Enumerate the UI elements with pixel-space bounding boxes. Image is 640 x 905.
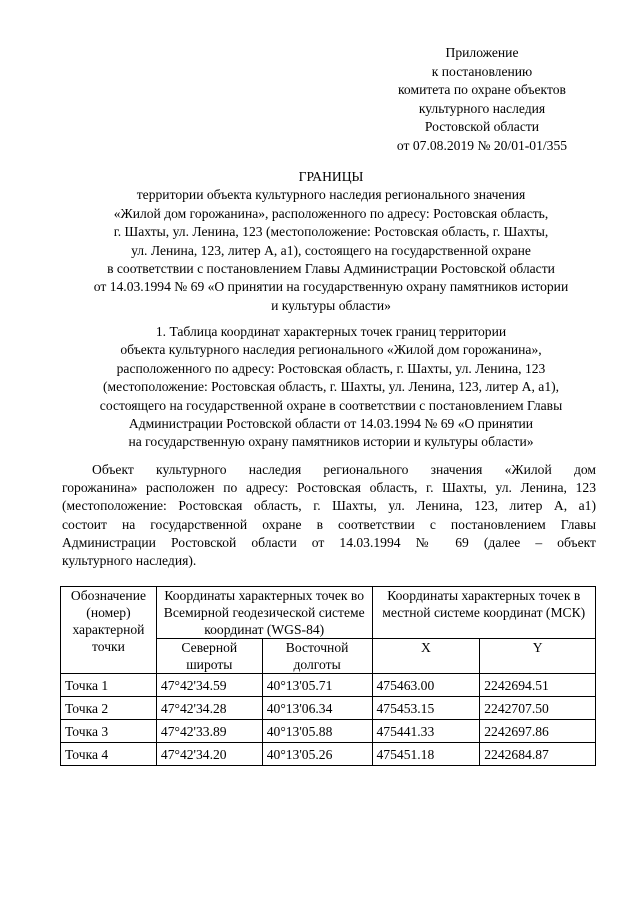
section-line: состоящего на государственной охране в соответствии с постановлением Главы — [99, 397, 563, 413]
document-heading — [40, 168, 622, 315]
cell-x: 475453.15 — [372, 697, 480, 720]
table-row — [61, 720, 596, 743]
header-point: Обозначение (номер) характерной точки — [61, 587, 157, 674]
cell-latitude: 47°42'34.20 — [156, 743, 262, 766]
heading-line: в соответствии с постановлением Главы Администрации Ростовской области — [107, 261, 555, 277]
section-line: расположенного по адресу: Ростовская область, г. Шахты, ул. Ленина, 123 — [116, 360, 546, 376]
paragraph-line: (местоположение: Ростовская область, г. Шахты, ул. Ленина, 123, литер А, а1) — [62, 498, 596, 514]
subheader-longitude: Восточной долготы — [262, 639, 372, 674]
heading-line: г. Шахты, ул. Ленина, 123 (местоположение: Ростовская область, г. Шахты, — [113, 224, 549, 240]
cell-longitude: 40°13'06.34 — [262, 697, 372, 720]
paragraph-line: культурного наследия). — [62, 553, 197, 569]
subheader-x: X — [372, 639, 480, 674]
paragraph-line: Объект культурного наследия регионального значения «Жилой дом — [92, 462, 596, 477]
cell-x: 475463.00 — [372, 674, 480, 697]
cell-latitude: 47°42'33.89 — [156, 720, 262, 743]
table-row — [61, 743, 596, 766]
subheader-latitude: Северной широты — [156, 639, 262, 674]
section-line: 1. Таблица координат характерных точек границ территории — [155, 324, 507, 339]
cell-y: 2242684.87 — [480, 743, 596, 766]
table-row — [61, 697, 596, 720]
paragraph-line: состоит на государственной охране в соответствии с постановлением Главы — [62, 516, 596, 532]
cell-x: 475441.33 — [372, 720, 480, 743]
cell-point: Точка 3 — [61, 720, 157, 743]
cell-latitude: 47°42'34.59 — [156, 674, 262, 697]
heading-line: ул. Ленина, 123, литер А, а1), состоящего на государственной охране — [131, 242, 531, 258]
cell-point: Точка 4 — [61, 743, 157, 766]
header-wgs: Координаты характерных точек во Всемирной геодезической системе координат (WGS-84) — [156, 587, 372, 639]
appendix-line: от 07.08.2019 № 20/01-01/355 — [396, 137, 568, 153]
heading-line: территории объекта культурного наследия регионального значения — [136, 187, 526, 203]
subheader-y: Y — [480, 639, 596, 674]
cell-longitude: 40°13'05.88 — [262, 720, 372, 743]
header-msk: Координаты характерных точек в местной системе координат (МСК) — [372, 587, 596, 639]
appendix-line: комитета по охране объектов — [398, 82, 566, 98]
cell-y: 2242694.51 — [480, 674, 596, 697]
cell-y: 2242697.86 — [480, 720, 596, 743]
appendix-line: Приложение — [445, 45, 519, 60]
cell-latitude: 47°42'34.28 — [156, 697, 262, 720]
cell-x: 475451.18 — [372, 743, 480, 766]
heading-line: от 14.03.1994 № 69 «О принятии на государственную охрану памятников истории — [93, 279, 569, 295]
appendix-block — [370, 44, 594, 156]
cell-longitude: 40°13'05.71 — [262, 674, 372, 697]
body-paragraph — [62, 461, 596, 570]
coordinates-table — [60, 586, 596, 766]
section-line: объекта культурного наследия регионального «Жилой дом горожанина», — [120, 342, 542, 358]
section-heading — [40, 323, 622, 452]
cell-longitude: 40°13'05.26 — [262, 743, 372, 766]
section-line: на государственную охрану памятников истории и культуры области» — [128, 434, 534, 450]
appendix-line: к постановлению — [431, 63, 533, 79]
appendix-line: Ростовской области — [424, 119, 540, 135]
section-line: (местоположение: Ростовская область, г. Шахты, ул. Ленина, 123, литер А, а1), — [102, 379, 560, 395]
heading-title: ГРАНИЦЫ — [298, 169, 364, 184]
cell-point: Точка 1 — [61, 674, 157, 697]
heading-line: «Жилой дом горожанина», расположенного по адресу: Ростовская область, — [113, 205, 549, 221]
table-header-row — [61, 587, 596, 639]
cell-point: Точка 2 — [61, 697, 157, 720]
cell-y: 2242707.50 — [480, 697, 596, 720]
heading-line: и культуры области» — [271, 297, 391, 313]
table-row — [61, 674, 596, 697]
section-line: Администрации Ростовской области от 14.03.1994 № 69 «О принятии — [128, 416, 534, 432]
appendix-line: культурного наследия — [418, 100, 546, 116]
paragraph-line: Администрации Ростовской области от 14.03.1994 № 69 (далее – объект — [62, 534, 596, 550]
paragraph-line: горожанина» расположен по адресу: Ростовская область, г. Шахты, ул. Ленина, 123 — [62, 480, 596, 496]
